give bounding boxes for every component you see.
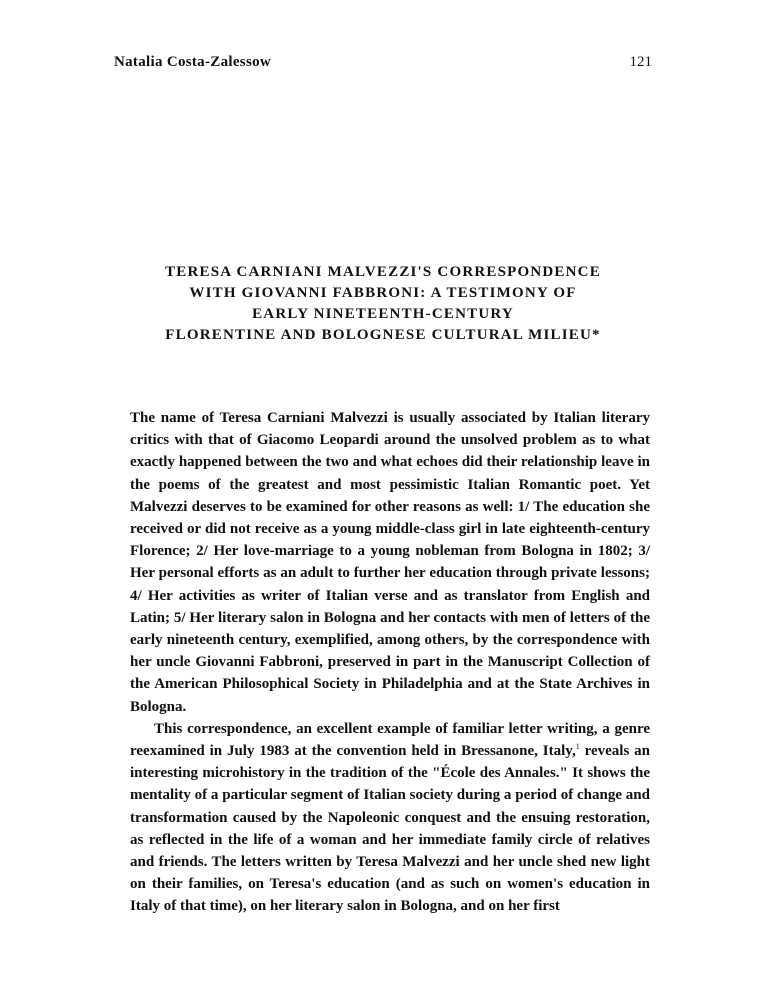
paragraph-2-end: reveals an interesting microhistory in the tradition of the "École des Annales." It shows the mentality of a particular segment of Italian society during a period of change and transformation caused by the Napoleonic conquest and the ensuing restoration, as reflected in the life of a woman and her immediate family circle of relatives and friends. The letters written by Teresa Malvezzi and her uncle shed new light on their families, on Teresa's education (and as such on women's education in Italy of that time), on her literary salon in Bologna, and on her first [130, 743, 650, 915]
paragraph-2 [130, 718, 650, 918]
footnote-mark: 1 [575, 742, 580, 752]
paragraph-1: The name of Teresa Carniani Malvezzi is usually associated by Italian literary critics with that of Giacomo Leopardi around the unsolved problem as to what exactly happened between the two and what echoes did their relationship leave in the poems of the greatest and most pessimistic Italian Romantic poet. Yet Malvezzi deserves to be examined for other reasons as well: 1/ The education she received or did not receive as a young middle-class girl in late eighteenth-century Florence; 2/ Her love-marriage to a young nobleman from Bologna in 1802; 3/ Her personal efforts as an adult to further her education through private lessons; 4/ Her activities as writer of Italian verse and as translator from English and Latin; 5/ Her literary salon in Bologna and her contacts with men of letters of the early nineteenth century, exemplified, among others, by the correspondence with her uncle Giovanni Fabbroni, preserved in part in the Manuscript Collection of the American Philosophical Society in Philadelphia and at the State Archives in Bologna. [130, 410, 650, 715]
title-line-3: EARLY NINETEENTH-CENTURY [252, 306, 514, 322]
title-line-4: FLORENTINE AND BOLOGNESE CULTURAL MILIEU* [165, 327, 601, 343]
article-title [114, 262, 652, 346]
page-number: 121 [629, 54, 652, 70]
body-text [130, 407, 650, 918]
author-name: Natalia Costa-Zalessow [114, 54, 272, 70]
running-header [114, 54, 652, 76]
title-line-1: TERESA CARNIANI MALVEZZI'S CORRESPONDENCE [165, 264, 601, 280]
title-line-2: WITH GIOVANNI FABBRONI: A TESTIMONY OF [189, 285, 577, 301]
paragraph-2-start: This correspondence, an excellent example of familiar letter writing, a genre reexamined in July 1983 at the convention held in Bressanone, Italy, [130, 720, 650, 760]
